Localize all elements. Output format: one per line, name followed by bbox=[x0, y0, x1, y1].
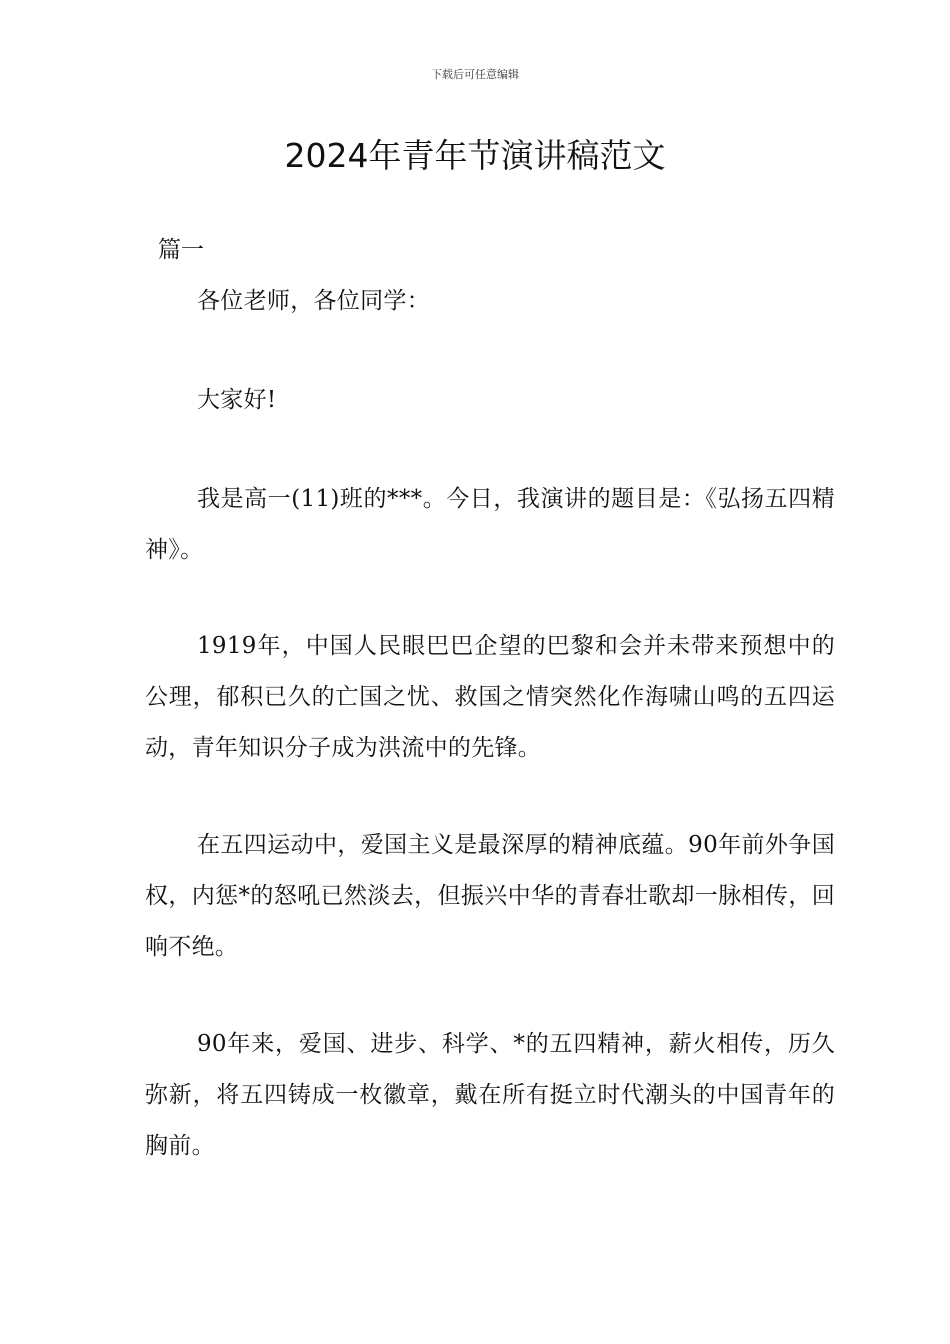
paragraph-hello: 大家好! bbox=[197, 387, 277, 413]
paragraph-patriotism: 在五四运动中，爱国主义是最深厚的精神底蕴。90年前外争国权，内惩*的怒吼已然淡去，但振兴中华的青春壮歌却一脉相传，回响不绝。 bbox=[145, 832, 835, 960]
header-note: 下载后可任意编辑 bbox=[431, 68, 519, 81]
paragraph-history: 1919年，中国人民眼巴巴企望的巴黎和会并未带来预想中的公理，郁积已久的亡国之忧、救国之情突然化作海啸山鸣的五四运动，青年知识分子成为洪流中的先锋。 bbox=[145, 633, 835, 761]
paragraph-greeting: 各位老师，各位同学： bbox=[197, 288, 430, 314]
document-title: 2024年青年节演讲稿范文 bbox=[284, 136, 666, 175]
section-label: 篇一 bbox=[158, 237, 204, 263]
paragraph-spirit: 90年来，爱国、进步、科学、*的五四精神，薪火相传，历久弥新，将五四铸成一枚徽章，戴在所有挺立时代潮头的中国青年的胸前。 bbox=[145, 1031, 835, 1159]
paragraph-intro: 我是高一(11)班的***。今日，我演讲的题目是：《弘扬五四精神》。 bbox=[145, 486, 835, 563]
